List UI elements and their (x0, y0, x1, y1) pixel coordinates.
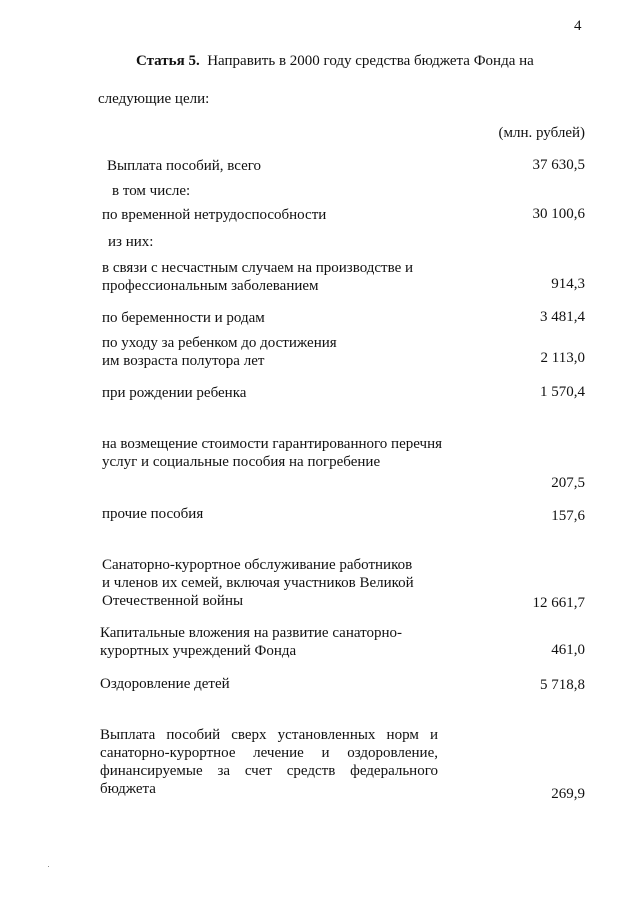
item-label: Оздоровление детей (100, 676, 230, 692)
page-number: 4 (574, 18, 582, 34)
item-label: на возмещение стоимости гарантированного перечня услуг и социальные пособия на погребение (102, 436, 442, 470)
item-value: 37 630,5 (532, 157, 585, 173)
item-label: в связи с несчастным случаем на производстве и профессиональным заболеванием (102, 260, 414, 294)
article-text-line2: следующие цели: (98, 91, 210, 107)
item-value: 461,0 (551, 642, 585, 658)
item-value: 914,3 (551, 276, 585, 292)
article-intro (136, 53, 534, 70)
item-value: 207,5 (551, 475, 585, 491)
item-label: Капитальные вложения на развитие санаторно- курортных учреждений Фонда (100, 625, 403, 659)
item-label: Санаторно-курортное обслуживание работников и членов их семей, включая участников Великой Отечественной войны (102, 557, 414, 609)
item-value: 157,6 (551, 508, 585, 524)
item-label: по беременности и родам (102, 310, 265, 326)
item-value: 2 113,0 (540, 350, 585, 366)
item-label: прочие пособия (102, 506, 204, 522)
item-label: по уходу за ребенком до достижения им возраста полутора лет (102, 335, 337, 369)
article-heading: Статья 5. (136, 53, 200, 69)
item-label: при рождении ребенка (102, 385, 247, 401)
item-value: 269,9 (551, 786, 585, 802)
item-label: Выплата пособий сверх установленных норм и санаторно-курортное лечение и оздоровление, финансируемые за счет средств федерального бюджета (100, 727, 438, 797)
item-value: 1 570,4 (540, 384, 585, 400)
units-label: (млн. рублей) (498, 125, 585, 141)
item-value: 30 100,6 (532, 206, 585, 222)
article-text-line1: Направить в 2000 году средства бюджета Фонда на (207, 53, 534, 69)
item-value: 5 718,8 (540, 677, 585, 693)
item-value: 3 481,4 (540, 309, 585, 325)
item-label: по временной нетрудоспособности (102, 207, 327, 223)
item-value: 12 661,7 (532, 595, 585, 611)
item-label: из них: (108, 234, 154, 250)
scan-speck (48, 866, 49, 867)
item-label: в том числе: (112, 183, 191, 199)
item-label: Выплата пособий, всего (107, 158, 262, 174)
